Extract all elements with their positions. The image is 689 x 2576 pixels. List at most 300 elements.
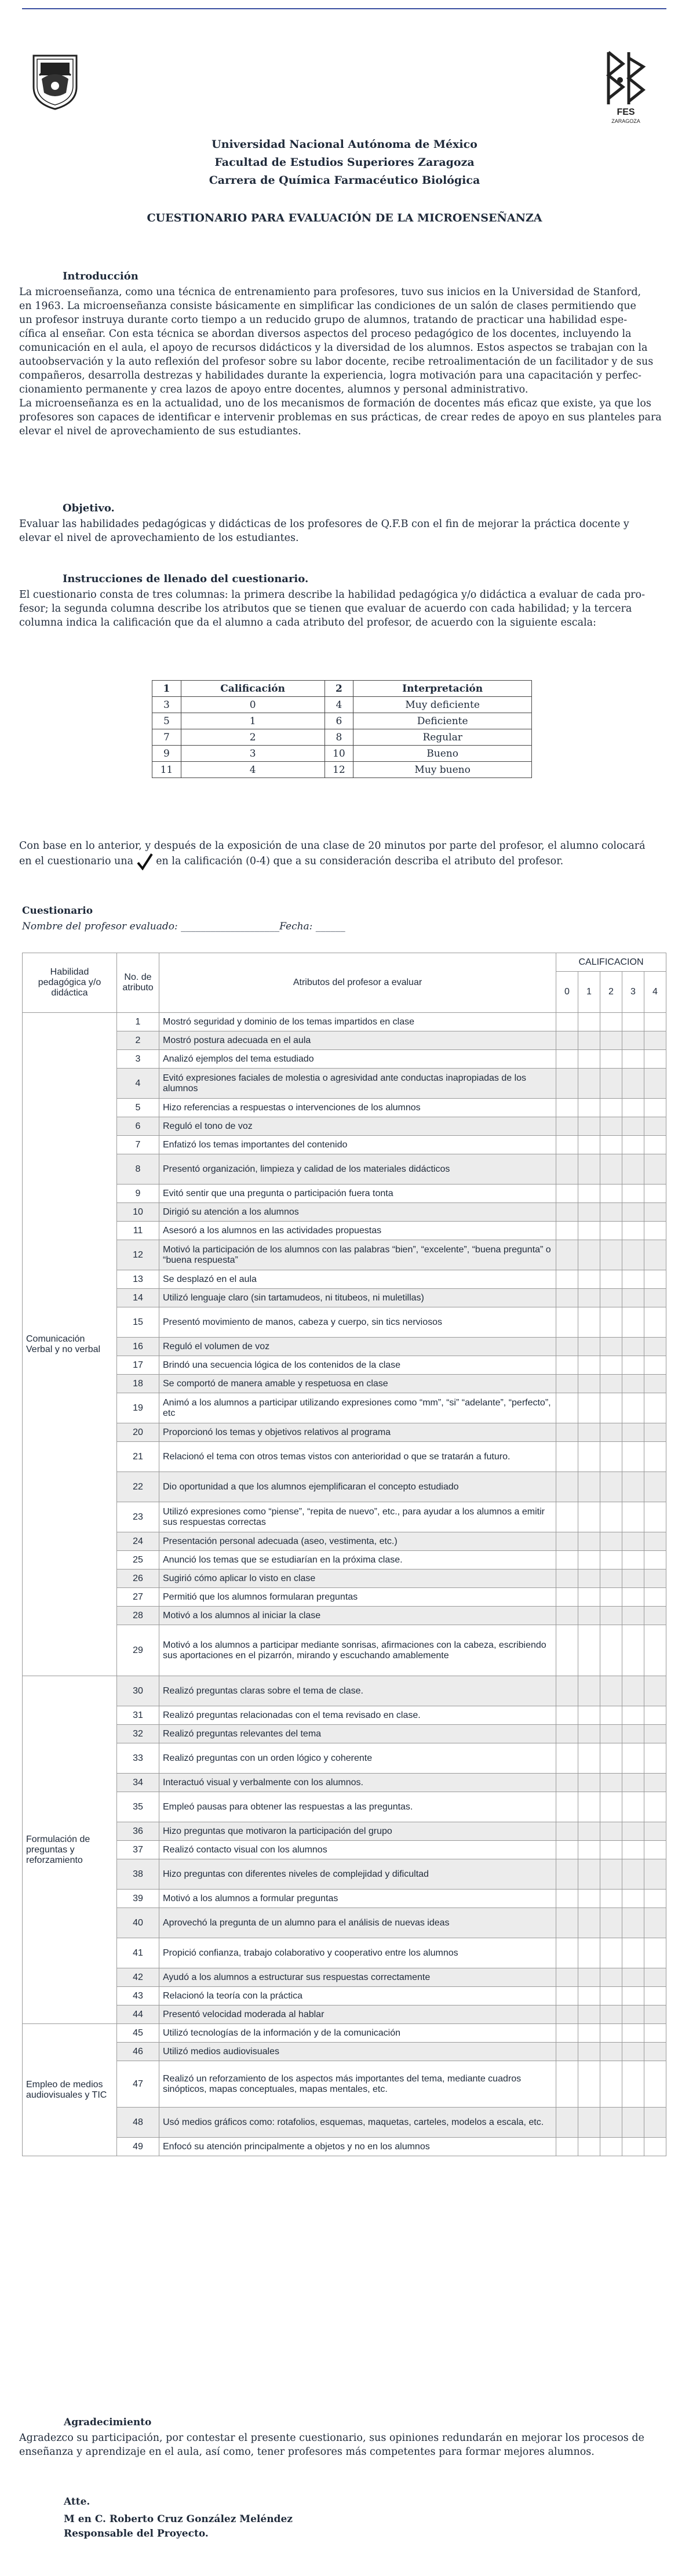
grade-cell-2[interactable]	[600, 1676, 622, 1706]
after-scale-text: Con base en lo anterior, y después de la exposición de una clase de 20 minutos por parte del profesor, el alumno colocará en el cuestionario una en la calificación (0-4) que a su consideración describa el atributo del profesor.	[19, 839, 665, 870]
grade-cell-0[interactable]	[556, 1423, 578, 1442]
grade-cell-3[interactable]	[622, 1551, 644, 1569]
attribute-text: Motivó a los alumnos a participar mediante sonrisas, afirmaciones con la cabeza, escribiendo sus aportaciones en el pizarrón, mirando y escuchando amablemente	[159, 1625, 556, 1676]
grade-cell-4[interactable]	[644, 1725, 666, 1743]
grade-cell-4[interactable]	[644, 1393, 666, 1423]
grade-cell-4[interactable]	[644, 1099, 666, 1117]
grade-cell-4[interactable]	[644, 1136, 666, 1154]
grade-cell-2[interactable]	[600, 1356, 622, 1375]
grade-cell-3[interactable]	[622, 1031, 644, 1050]
grade-cell-3[interactable]	[622, 1375, 644, 1393]
objective-heading: Objetivo.	[63, 502, 115, 514]
grade-cell-2[interactable]	[600, 1625, 622, 1676]
attribute-number: 9	[117, 1185, 159, 1203]
grade-cell-2[interactable]	[600, 1136, 622, 1154]
grade-cell-1[interactable]	[578, 1607, 600, 1625]
top-rule	[22, 8, 666, 9]
grade-cell-1[interactable]	[578, 1069, 600, 1099]
grade-cell-2[interactable]	[600, 1774, 622, 1792]
grade-cell-2[interactable]	[600, 1968, 622, 1987]
grade-cell-4[interactable]	[644, 1987, 666, 2005]
grade-cell-2[interactable]	[600, 1987, 622, 2005]
grade-cell-0[interactable]	[556, 1859, 578, 1890]
grade-cell-2[interactable]	[600, 1502, 622, 1532]
grade-cell-3[interactable]	[622, 1890, 644, 1908]
grade-cell-1[interactable]	[578, 1099, 600, 1117]
grade-cell-2[interactable]	[600, 1240, 622, 1270]
grade-cell-4[interactable]	[644, 1774, 666, 1792]
grade-cell-3[interactable]	[622, 1289, 644, 1307]
grade-cell-3[interactable]	[622, 1938, 644, 1968]
grade-cell-3[interactable]	[622, 1625, 644, 1676]
attribute-text: Dirigió su atención a los alumnos	[159, 1203, 556, 1222]
grade-cell-1[interactable]	[578, 1375, 600, 1393]
grade-cell-3[interactable]	[622, 1774, 644, 1792]
grade-cell-2[interactable]	[600, 1069, 622, 1099]
grade-cell-1[interactable]	[578, 2024, 600, 2043]
grade-cell-0[interactable]	[556, 1968, 578, 1987]
grade-cell-2[interactable]	[600, 2138, 622, 2156]
grade-cell-3[interactable]	[622, 1532, 644, 1551]
table-row	[23, 1676, 666, 1706]
grade-cell-3[interactable]	[622, 2024, 644, 2043]
grade-cell-4[interactable]	[644, 2061, 666, 2108]
attribute-number: 35	[117, 1792, 159, 1822]
grade-cell-2[interactable]	[600, 2108, 622, 2138]
grade-cell-1[interactable]	[578, 1240, 600, 1270]
grade-cell-1[interactable]	[578, 1222, 600, 1240]
grade-cell-1[interactable]	[578, 1338, 600, 1356]
grade-cell-1[interactable]	[578, 1203, 600, 1222]
grade-cell-0[interactable]	[556, 2043, 578, 2061]
grade-cell-1[interactable]	[578, 1859, 600, 1890]
grade-cell-1[interactable]	[578, 1393, 600, 1423]
grade-cell-1[interactable]	[578, 2138, 600, 2156]
grade-cell-2[interactable]	[600, 1725, 622, 1743]
grade-cell-2[interactable]	[600, 1154, 622, 1185]
grade-cell-3[interactable]	[622, 1841, 644, 1859]
grade-cell-3[interactable]	[622, 1013, 644, 1031]
grade-cell-4[interactable]	[644, 1890, 666, 1908]
grade-cell-2[interactable]	[600, 1031, 622, 1050]
grade-cell-2[interactable]	[600, 1588, 622, 1607]
grade-cell-2[interactable]	[600, 1117, 622, 1136]
grade-cell-3[interactable]	[622, 1393, 644, 1423]
signature-role: Responsable del Proyecto.	[64, 2528, 209, 2539]
grade-cell-3[interactable]	[622, 1050, 644, 1069]
grade-cell-1[interactable]	[578, 1013, 600, 1031]
grade-cell-4[interactable]	[644, 1908, 666, 1938]
grade-cell-0[interactable]	[556, 1676, 578, 1706]
grade-cell-4[interactable]	[644, 1423, 666, 1442]
attribute-number: 17	[117, 1356, 159, 1375]
grade-cell-4[interactable]	[644, 1841, 666, 1859]
grade-cell-3[interactable]	[622, 1423, 644, 1442]
grade-cell-0[interactable]	[556, 1185, 578, 1203]
grade-cell-4[interactable]	[644, 1154, 666, 1185]
grade-cell-2[interactable]	[600, 1532, 622, 1551]
grade-cell-0[interactable]	[556, 1154, 578, 1185]
grade-cell-1[interactable]	[578, 1908, 600, 1938]
table-row	[23, 1532, 666, 1551]
grade-cell-2[interactable]	[600, 1307, 622, 1338]
grade-cell-4[interactable]	[644, 1270, 666, 1289]
grade-cell-1[interactable]	[578, 1569, 600, 1588]
grade-cell-0[interactable]	[556, 1502, 578, 1532]
table-row	[23, 1222, 666, 1240]
grade-cell-0[interactable]	[556, 1069, 578, 1099]
grade-cell-1[interactable]	[578, 1472, 600, 1502]
grade-cell-1[interactable]	[578, 1822, 600, 1841]
grade-cell-1[interactable]	[578, 1423, 600, 1442]
grade-cell-4[interactable]	[644, 1532, 666, 1551]
grade-cell-4[interactable]	[644, 1013, 666, 1031]
grade-cell-2[interactable]	[600, 1203, 622, 1222]
grade-cell-3[interactable]	[622, 1792, 644, 1822]
grade-cell-1[interactable]	[578, 1031, 600, 1050]
grade-cell-2[interactable]	[600, 1270, 622, 1289]
grade-cell-2[interactable]	[600, 1442, 622, 1472]
attribute-number: 4	[117, 1069, 159, 1099]
col-grade-header: CALIFICACION	[556, 953, 666, 972]
grade-cell-0[interactable]	[556, 1338, 578, 1356]
attribute-text: Enfatizó los temas importantes del contenido	[159, 1136, 556, 1154]
grade-cell-1[interactable]	[578, 1987, 600, 2005]
grade-cell-4[interactable]	[644, 1050, 666, 1069]
grade-cell-1[interactable]	[578, 2043, 600, 2061]
grade-cell-4[interactable]	[644, 1289, 666, 1307]
grade-cell-1[interactable]	[578, 2061, 600, 2108]
table-row	[23, 1551, 666, 1569]
attribute-text: Dio oportunidad a que los alumnos ejemplificaran el concepto estudiado	[159, 1472, 556, 1502]
grade-cell-1[interactable]	[578, 1154, 600, 1185]
grade-cell-1[interactable]	[578, 1725, 600, 1743]
grade-cell-2[interactable]	[600, 1423, 622, 1442]
grade-cell-2[interactable]	[600, 1607, 622, 1625]
grade-cell-4[interactable]	[644, 2024, 666, 2043]
grade-cell-0[interactable]	[556, 1289, 578, 1307]
grade-cell-3[interactable]	[622, 2005, 644, 2024]
grade-cell-4[interactable]	[644, 1307, 666, 1338]
grade-cell-1[interactable]	[578, 2005, 600, 2024]
grade-cell-4[interactable]	[644, 2108, 666, 2138]
grade-cell-2[interactable]	[600, 1569, 622, 1588]
grade-cell-3[interactable]	[622, 1240, 644, 1270]
grade-cell-0[interactable]	[556, 1774, 578, 1792]
grade-cell-1[interactable]	[578, 1307, 600, 1338]
attribute-number: 23	[117, 1502, 159, 1532]
grade-cell-4[interactable]	[644, 1375, 666, 1393]
attribute-number: 18	[117, 1375, 159, 1393]
grade-cell-4[interactable]	[644, 1502, 666, 1532]
grade-cell-4[interactable]	[644, 1338, 666, 1356]
grade-cell-2[interactable]	[600, 2043, 622, 2061]
grade-cell-3[interactable]	[622, 1743, 644, 1774]
grade-cell-3[interactable]	[622, 1154, 644, 1185]
grade-cell-0[interactable]	[556, 2108, 578, 2138]
grade-cell-1[interactable]	[578, 1502, 600, 1532]
grade-cell-0[interactable]	[556, 1792, 578, 1822]
grade-cell-1[interactable]	[578, 2108, 600, 2138]
grade-cell-2[interactable]	[600, 1222, 622, 1240]
grade-cell-1[interactable]	[578, 1588, 600, 1607]
grade-cell-3[interactable]	[622, 1338, 644, 1356]
attribute-text: Motivó la participación de los alumnos con las palabras “bien”, “excelente”, “buena pregunta” o “buena respuesta”	[159, 1240, 556, 1270]
grade-cell-4[interactable]	[644, 1743, 666, 1774]
grade-cell-1[interactable]	[578, 1938, 600, 1968]
grade-cell-1[interactable]	[578, 1532, 600, 1551]
grade-cell-0[interactable]	[556, 1472, 578, 1502]
grade-cell-1[interactable]	[578, 1774, 600, 1792]
grade-cell-4[interactable]	[644, 1442, 666, 1472]
grade-cell-4[interactable]	[644, 2043, 666, 2061]
grade-cell-4[interactable]	[644, 1822, 666, 1841]
grade-cell-1[interactable]	[578, 1841, 600, 1859]
grade-cell-0[interactable]	[556, 1725, 578, 1743]
grade-cell-4[interactable]	[644, 1938, 666, 1968]
attribute-text: Interactuó visual y verbalmente con los alumnos.	[159, 1774, 556, 1792]
grade-cell-4[interactable]	[644, 1625, 666, 1676]
grade-cell-3[interactable]	[622, 1099, 644, 1117]
grade-cell-2[interactable]	[600, 1859, 622, 1890]
thanks-text: Agradezco su participación, por contestar el presente cuestionario, sus opiniones redundarán en mejorar los procesos de enseñanza y aprendizaje en el aula, así como, tener profesores más competentes para formar mejores alumnos.	[19, 2432, 644, 2458]
grade-cell-0[interactable]	[556, 1841, 578, 1859]
grade-cell-1[interactable]	[578, 1289, 600, 1307]
unam-logo-icon	[29, 52, 81, 110]
grade-cell-1[interactable]	[578, 1185, 600, 1203]
grade-cell-0[interactable]	[556, 1551, 578, 1569]
grade-cell-0[interactable]	[556, 1117, 578, 1136]
signature-name: M en C. Roberto Cruz González Meléndez	[64, 2513, 293, 2525]
grade-cell-0[interactable]	[556, 2024, 578, 2043]
grade-cell-3[interactable]	[622, 1588, 644, 1607]
grade-cell-0[interactable]	[556, 1442, 578, 1472]
grade-cell-2[interactable]	[600, 1706, 622, 1725]
grade-cell-3[interactable]	[622, 1706, 644, 1725]
table-row	[23, 1203, 666, 1222]
attribute-text: Motivó a los alumnos al iniciar la clase	[159, 1607, 556, 1625]
grade-cell-0[interactable]	[556, 1031, 578, 1050]
grade-cell-0[interactable]	[556, 1706, 578, 1725]
grade-cell-2[interactable]	[600, 1013, 622, 1031]
attribute-text: Animó a los alumnos a participar utilizando expresiones como “mm”, “si” “adelante”, “perfecto”, etc	[159, 1393, 556, 1423]
grade-cell-3[interactable]	[622, 1117, 644, 1136]
attribute-text: Utilizó lenguaje claro (sin tartamudeos, ni titubeos, ni muletillas)	[159, 1289, 556, 1307]
grade-cell-2[interactable]	[600, 1099, 622, 1117]
grade-cell-1[interactable]	[578, 1136, 600, 1154]
grade-cell-4[interactable]	[644, 1706, 666, 1725]
grade-cell-0[interactable]	[556, 1222, 578, 1240]
table-row	[23, 1890, 666, 1908]
grade-cell-4[interactable]	[644, 1222, 666, 1240]
table-row	[23, 2061, 666, 2108]
grade-cell-4[interactable]	[644, 1069, 666, 1099]
grade-cell-3[interactable]	[622, 1607, 644, 1625]
grade-cell-0[interactable]	[556, 1908, 578, 1938]
grade-cell-0[interactable]	[556, 1625, 578, 1676]
grade-cell-0[interactable]	[556, 2005, 578, 2024]
grade-cell-3[interactable]	[622, 1676, 644, 1706]
attribute-text: Realizó preguntas relevantes del tema	[159, 1725, 556, 1743]
grade-cell-1[interactable]	[578, 1551, 600, 1569]
grade-cell-0[interactable]	[556, 1136, 578, 1154]
grade-cell-3[interactable]	[622, 2043, 644, 2061]
grade-cell-1[interactable]	[578, 1968, 600, 1987]
grade-cell-4[interactable]	[644, 1968, 666, 1987]
grade-cell-2[interactable]	[600, 1822, 622, 1841]
faculty-name: Facultad de Estudios Superiores Zaragoza	[214, 156, 475, 169]
grade-cell-3[interactable]	[622, 1356, 644, 1375]
grade-cell-3[interactable]	[622, 2138, 644, 2156]
grade-cell-1[interactable]	[578, 1442, 600, 1472]
grade-cell-3[interactable]	[622, 1069, 644, 1099]
attribute-number: 41	[117, 1938, 159, 1968]
grade-cell-1[interactable]	[578, 1050, 600, 1069]
grade-cell-4[interactable]	[644, 1031, 666, 1050]
attribute-text: Usó medios gráficos como: rotafolios, esquemas, maquetas, carteles, modelos a escala, etc.	[159, 2108, 556, 2138]
grade-cell-4[interactable]	[644, 2005, 666, 2024]
grade-cell-2[interactable]	[600, 1792, 622, 1822]
grade-cell-4[interactable]	[644, 1551, 666, 1569]
table-row	[23, 1013, 666, 1031]
grade-cell-1[interactable]	[578, 1792, 600, 1822]
grade-cell-2[interactable]	[600, 2005, 622, 2024]
grade-cell-0[interactable]	[556, 1270, 578, 1289]
grade-cell-1[interactable]	[578, 1706, 600, 1725]
table-row	[23, 2024, 666, 2043]
attribute-text: Presentación personal adecuada (aseo, vestimenta, etc.)	[159, 1532, 556, 1551]
grade-cell-0[interactable]	[556, 1393, 578, 1423]
grade-cell-2[interactable]	[600, 2024, 622, 2043]
grade-cell-3[interactable]	[622, 1136, 644, 1154]
grade-cell-4[interactable]	[644, 1859, 666, 1890]
table-row	[23, 1117, 666, 1136]
attribute-number: 34	[117, 1774, 159, 1792]
grade-cell-3[interactable]	[622, 1203, 644, 1222]
attribute-number: 49	[117, 2138, 159, 2156]
table-row	[23, 1270, 666, 1289]
attribute-number: 32	[117, 1725, 159, 1743]
grade-cell-3[interactable]	[622, 1307, 644, 1338]
grade-cell-3[interactable]	[622, 1502, 644, 1532]
grade-cell-2[interactable]	[600, 1050, 622, 1069]
grade-cell-0[interactable]	[556, 1099, 578, 1117]
grade-cell-1[interactable]	[578, 1890, 600, 1908]
grade-cell-1[interactable]	[578, 1625, 600, 1676]
grade-cell-4[interactable]	[644, 1185, 666, 1203]
attribute-text: Realizó preguntas relacionadas con el tema revisado en clase.	[159, 1706, 556, 1725]
table-row	[23, 1356, 666, 1375]
grade-cell-4[interactable]	[644, 1203, 666, 1222]
grade-cell-1[interactable]	[578, 1270, 600, 1289]
grade-cell-0[interactable]	[556, 1822, 578, 1841]
grade-cell-0[interactable]	[556, 1532, 578, 1551]
grade-cell-3[interactable]	[622, 1270, 644, 1289]
grade-cell-0[interactable]	[556, 1203, 578, 1222]
grade-cell-3[interactable]	[622, 2061, 644, 2108]
grade-cell-0[interactable]	[556, 1743, 578, 1774]
table-row	[23, 1307, 666, 1338]
grade-cell-3[interactable]	[622, 1822, 644, 1841]
grade-cell-0[interactable]	[556, 1938, 578, 1968]
grade-cell-2[interactable]	[600, 1472, 622, 1502]
grade-cell-4[interactable]	[644, 2138, 666, 2156]
table-row	[23, 1240, 666, 1270]
grade-cell-3[interactable]	[622, 1968, 644, 1987]
grade-cell-0[interactable]	[556, 1987, 578, 2005]
grade-cell-2[interactable]	[600, 1938, 622, 1968]
grade-cell-3[interactable]	[622, 1185, 644, 1203]
grade-cell-3[interactable]	[622, 2108, 644, 2138]
grade-cell-4[interactable]	[644, 1569, 666, 1588]
grade-cell-4[interactable]	[644, 1240, 666, 1270]
grade-cell-1[interactable]	[578, 1676, 600, 1706]
grade-cell-2[interactable]	[600, 1289, 622, 1307]
grade-cell-0[interactable]	[556, 1569, 578, 1588]
grade-cell-4[interactable]	[644, 1472, 666, 1502]
grade-cell-0[interactable]	[556, 2061, 578, 2108]
grade-cell-3[interactable]	[622, 1987, 644, 2005]
grade-cell-0[interactable]	[556, 1375, 578, 1393]
grade-cell-0[interactable]	[556, 1013, 578, 1031]
grade-cell-0[interactable]	[556, 1356, 578, 1375]
grade-cell-2[interactable]	[600, 1551, 622, 1569]
grade-cell-4[interactable]	[644, 1356, 666, 1375]
grade-cell-0[interactable]	[556, 1307, 578, 1338]
grade-cell-2[interactable]	[600, 1743, 622, 1774]
attribute-number: 21	[117, 1442, 159, 1472]
grade-cell-2[interactable]	[600, 2061, 622, 2108]
table-row	[23, 1289, 666, 1307]
grade-cell-4[interactable]	[644, 1588, 666, 1607]
grade-cell-2[interactable]	[600, 1908, 622, 1938]
attribute-number: 7	[117, 1136, 159, 1154]
grade-cell-3[interactable]	[622, 1908, 644, 1938]
grade-cell-2[interactable]	[600, 1890, 622, 1908]
grade-cell-2[interactable]	[600, 1375, 622, 1393]
grade-cell-4[interactable]	[644, 1676, 666, 1706]
grade-cell-1[interactable]	[578, 1743, 600, 1774]
attribute-number: 46	[117, 2043, 159, 2061]
grade-cell-3[interactable]	[622, 1569, 644, 1588]
grade-cell-2[interactable]	[600, 1185, 622, 1203]
grade-cell-2[interactable]	[600, 1841, 622, 1859]
attribute-text: Relacionó el tema con otros temas vistos con anterioridad o que se tratarán a futuro.	[159, 1442, 556, 1472]
attribute-number: 3	[117, 1050, 159, 1069]
table-row	[23, 1792, 666, 1822]
grade-cell-0[interactable]	[556, 1240, 578, 1270]
grade-cell-4[interactable]	[644, 1792, 666, 1822]
grade-cell-0[interactable]	[556, 1890, 578, 1908]
grade-cell-0[interactable]	[556, 2138, 578, 2156]
grade-cell-4[interactable]	[644, 1117, 666, 1136]
grade-cell-4[interactable]	[644, 1607, 666, 1625]
grade-cell-0[interactable]	[556, 1588, 578, 1607]
grade-cell-0[interactable]	[556, 1050, 578, 1069]
grade-cell-3[interactable]	[622, 1725, 644, 1743]
grade-cell-3[interactable]	[622, 1859, 644, 1890]
grade-cell-1[interactable]	[578, 1117, 600, 1136]
grade-cell-0[interactable]	[556, 1607, 578, 1625]
grade-cell-1[interactable]	[578, 1356, 600, 1375]
attribute-number: 1	[117, 1013, 159, 1031]
grade-cell-3[interactable]	[622, 1222, 644, 1240]
fes-logo-text: FES	[617, 107, 635, 117]
grade-cell-2[interactable]	[600, 1338, 622, 1356]
grade-cell-3[interactable]	[622, 1442, 644, 1472]
grade-cell-2[interactable]	[600, 1393, 622, 1423]
grade-cell-3[interactable]	[622, 1472, 644, 1502]
